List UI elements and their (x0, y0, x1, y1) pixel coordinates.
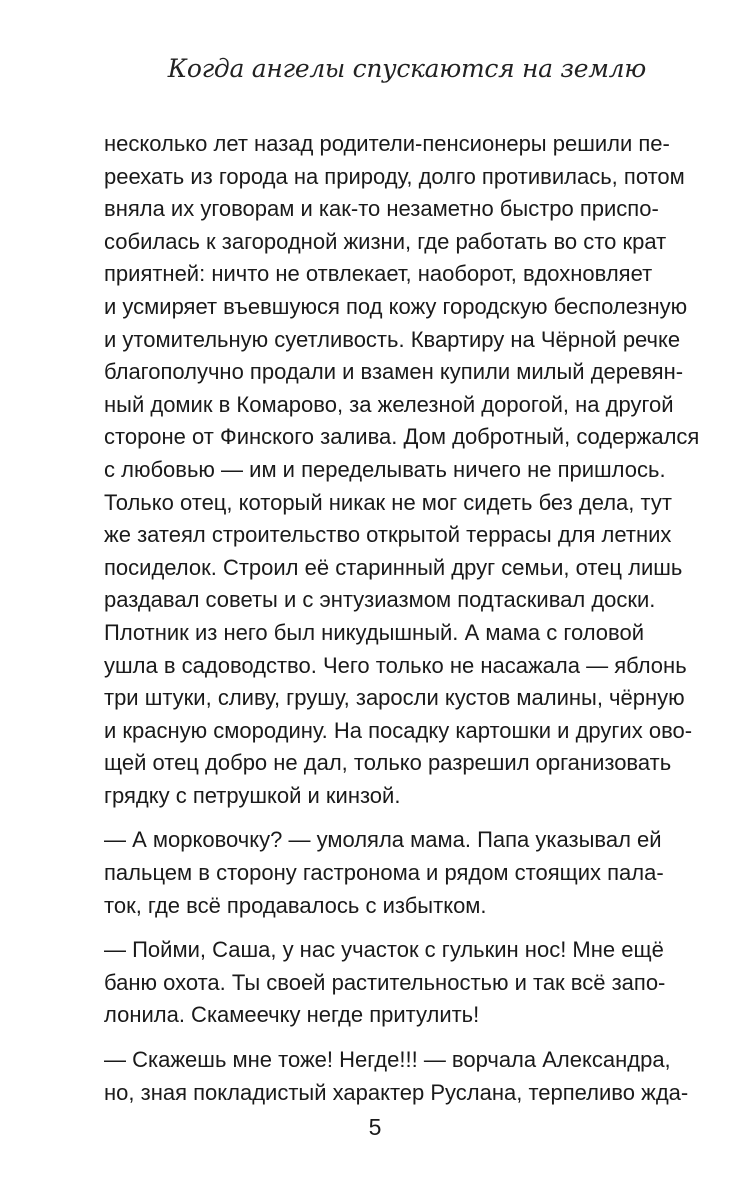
body-text (104, 128, 700, 1109)
text-line: собилась к загородной жизни, где работать во сто крат (104, 228, 667, 254)
text-line: щей отец добро не дал, только разрешил организовать (104, 750, 672, 776)
text-line: благополучно продали и взамен купили милый деревян- (104, 359, 684, 385)
text-line: и усмиряет въевшуюся под кожу городскую бесполезную (104, 293, 688, 319)
text-line: приятней: ничто не отвлекает, наоборот, вдохновляет (104, 261, 653, 287)
text-line: с любовью — им и переделывать ничего не пришлось. (104, 456, 666, 482)
text-line: три штуки, сливу, грушу, заросли кустов малины, чёрную (104, 685, 685, 711)
text-line: но, зная покладистый характер Руслана, терпеливо жда- (104, 1079, 689, 1105)
text-line: же затеял строительство открытой террасы для летних (104, 522, 672, 548)
text-line: и утомительную суетливость. Квартиру на Чёрной речке (104, 326, 681, 352)
paragraph (104, 824, 664, 922)
text-line: ушла в садоводство. Чего только не насажала — яблонь (104, 652, 687, 678)
running-head: Когда ангелы спускаются на землю (167, 54, 646, 83)
paragraph-gap (104, 922, 644, 934)
text-line: несколько лет назад родители-пенсионеры решили пе- (104, 131, 670, 156)
paragraph (104, 128, 700, 812)
text-line: реехать из города на природу, долго противилась, потом (104, 163, 685, 189)
text-line: — А морковочку? — умоляла мама. Папа указывал ей (104, 827, 662, 853)
text-line: ный домик в Комарово, за железной дорогой, на другой (104, 391, 674, 417)
text-line: стороне от Финского залива. Дом добротный, содержался (104, 424, 700, 450)
text-line: грядку с петрушкой и кинзой. (104, 782, 401, 808)
text-line: баню охота. Ты своей растительностью и так всё запо- (104, 969, 666, 995)
text-line: пальцем в сторону гастронома и рядом стоящих пала- (104, 860, 664, 886)
text-line: раздавал советы и с энтузиазмом подтаскивал доски. (104, 587, 656, 613)
text-line: Только отец, который никак не мог сидеть без дела, тут (104, 489, 672, 515)
paragraph-gap (104, 1032, 644, 1044)
text-line: — Пойми, Саша, у нас участок с гулькин нос! Мне ещё (104, 937, 664, 963)
page-number: 5 (368, 1114, 382, 1140)
text-line: и красную смородину. На посадку картошки и других ово- (104, 717, 693, 743)
text-line: — Скажешь мне тоже! Негде!!! — ворчала Александра, (104, 1047, 671, 1073)
paragraph-gap (104, 812, 644, 824)
text-line: Плотник из него был никудышный. А мама с головой (104, 619, 644, 645)
paragraph (104, 1044, 689, 1109)
text-line: ток, где всё продавалось с избытком. (104, 892, 487, 918)
text-line: посиделок. Строил её старинный друг семьи, отец лишь (104, 554, 683, 580)
text-line: лонила. Скамеечку негде притулить! (104, 1002, 480, 1028)
text-line: вняла их уговорам и как-то незаметно быстро приспо- (104, 196, 659, 222)
paragraph (104, 934, 666, 1032)
